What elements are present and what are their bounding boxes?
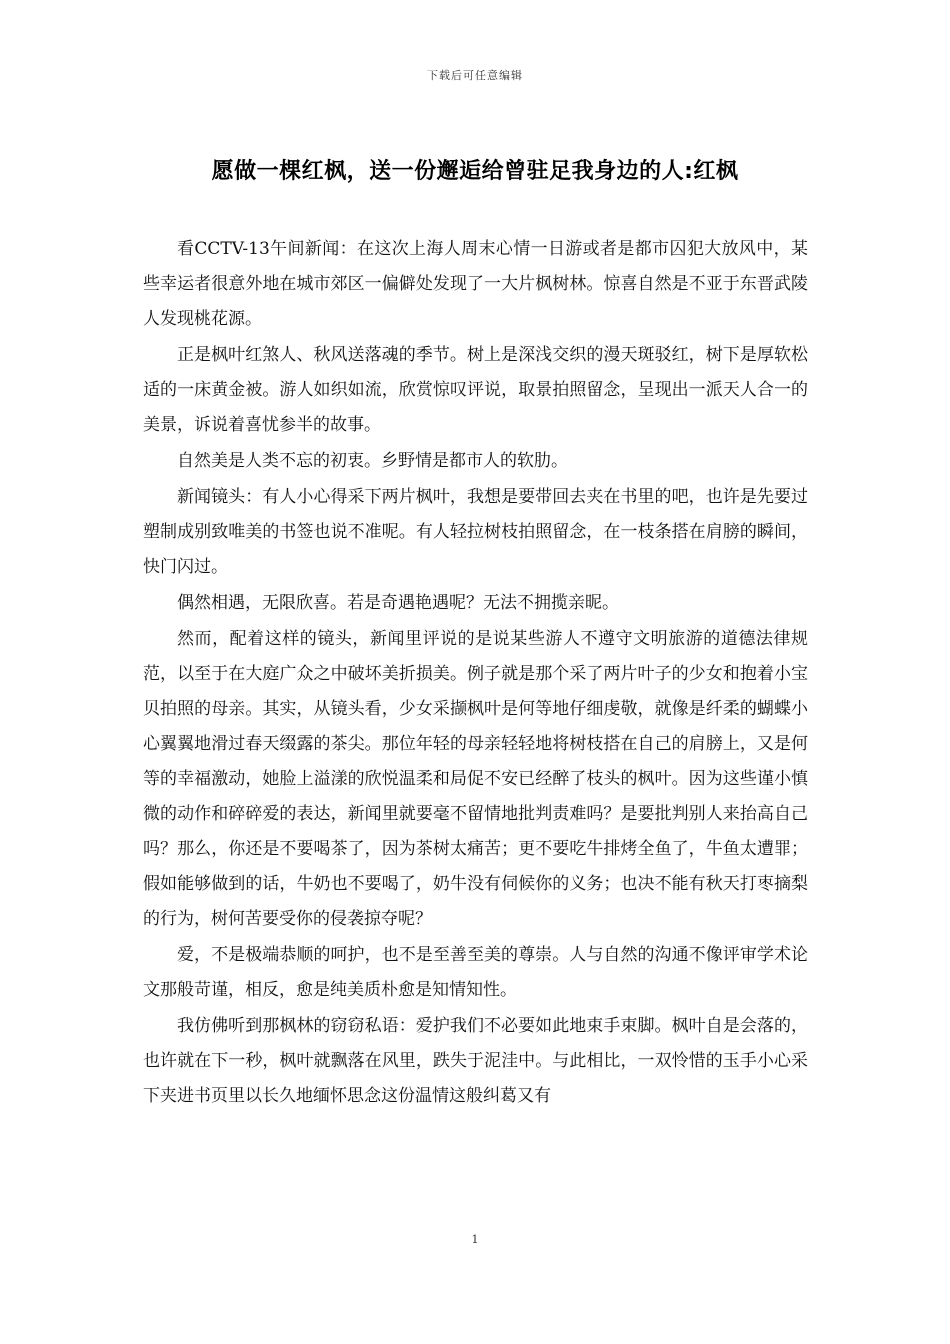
page-number: 1 [471, 1233, 479, 1246]
paragraph: 爱，不是极端恭顺的呵护，也不是至善至美的尊崇。人与自然的沟通不像评审学术论文那般苛谨，相反，愈是纯美质朴愈是知情知性。 [143, 945, 808, 1000]
paragraph: 自然美是人类不忘的初衷。乡野情是都市人的软肋。 [177, 451, 568, 471]
paragraph: 看CCTV-13午间新闻：在这次上海人周末心情一日游或者是都市囚犯大放风中，某些幸运者很意外地在城市郊区一偏僻处发现了一大片枫树林。惊喜自然是不亚于东晋武陵人发现桃花源。 [143, 239, 808, 329]
paragraph: 正是枫叶红煞人、秋风送落魂的季节。树上是深浅交织的漫天斑驳红，树下是厚软松适的一床黄金被。游人如织如流，欣赏惊叹评说，取景拍照留念，呈现出一派天人合一的美景，诉说着喜忧参半的故事。 [143, 345, 808, 435]
article-body [143, 232, 808, 1115]
article-title: 愿做一棵红枫，送一份邂逅给曾驻足我身边的人:红枫 [211, 159, 739, 184]
paragraph: 新闻镜头：有人小心得采下两片枫叶，我想是要带回去夹在书里的吧，也许是先要过塑制成别致唯美的书签也说不准呢。有人轻拉树枝拍照留念，在一枝条搭在肩膀的瞬间，快门闪过。 [143, 487, 808, 577]
paragraph: 然而，配着这样的镜头，新闻里评说的是说某些游人不遵守文明旅游的道德法律规范，以至于在大庭广众之中破坏美折损美。例子就是那个采了两片叶子的少女和抱着小宝贝拍照的母亲。其实，从镜头看，少女采撷枫叶是何等地仔细虔敬，就像是纤柔的蝴蝶小心翼翼地滑过春天缀露的茶尖。那位年轻的母亲轻轻地将树枝搭在自己的肩膀上，又是何等的幸福激动，她脸上溢漾的欣悦温柔和局促不安已经醉了枝头的枫叶。因为这些谨小慎微的动作和碎碎爱的表达，新闻里就要毫不留情地批判责难吗？是要批判别人来抬高自己吗？那么，你还是不要喝茶了，因为茶树太痛苦；更不要吃牛排烤全鱼了，牛鱼太遭罪；假如能够做到的话，牛奶也不要喝了，奶牛没有伺候你的义务；也决不能有秋天打枣摘梨的行为，树何苦要受你的侵袭掠夺呢？ [143, 629, 808, 929]
paragraph: 偶然相遇，无限欣喜。若是奇遇艳遇呢？无法不拥揽亲昵。 [177, 593, 619, 613]
paragraph: 我仿佛听到那枫林的窃窃私语：爱护我们不必要如此地束手束脚。枫叶自是会落的，也许就在下一秒，枫叶就飘落在风里，跌失于泥洼中。与此相比，一双怜惜的玉手小心采下夹进书页里以长久地缅怀思念这份温情这般纠葛又有 [143, 1016, 808, 1106]
header-note: 下载后可任意编辑 [427, 69, 523, 82]
